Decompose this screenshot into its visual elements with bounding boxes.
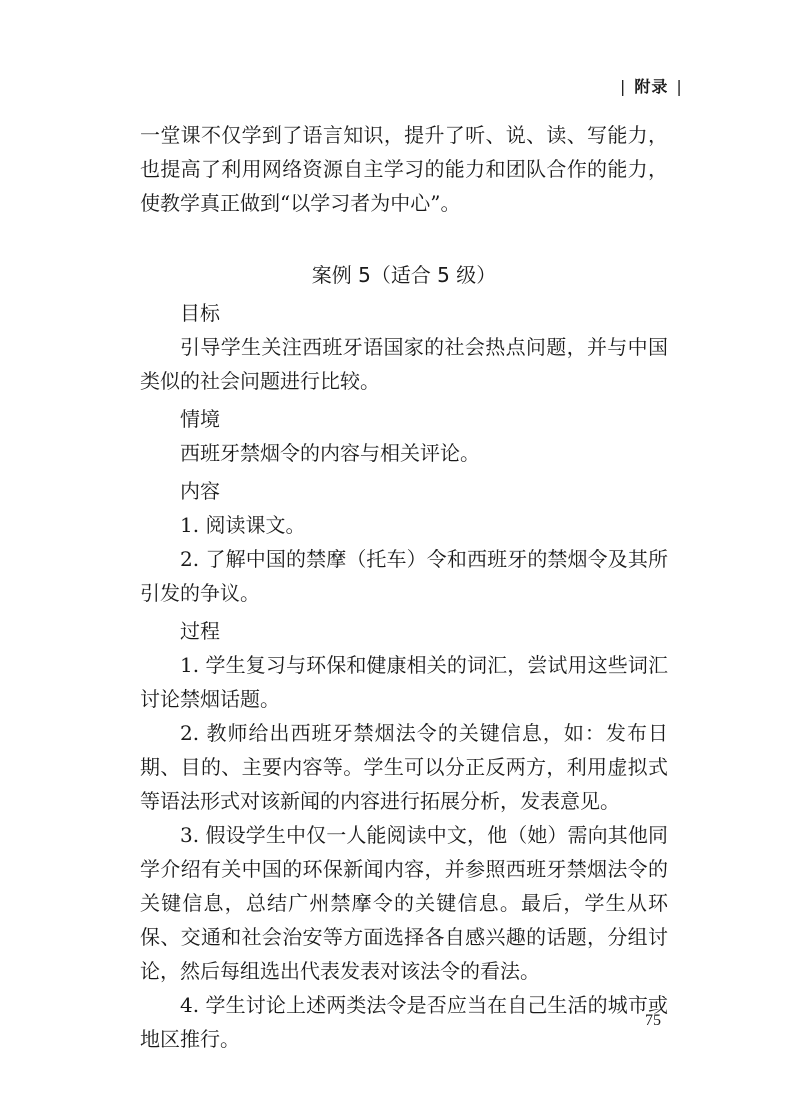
- goal-paragraph: 引导学生关注西班牙语国家的社会热点问题，并与中国类似的社会问题进行比较。: [140, 335, 668, 393]
- section-heading-context: 情境: [180, 407, 220, 431]
- process-item-1: 1. 学生复习与环保和健康相关的词汇，尝试用这些词汇讨论禁烟话题。: [140, 653, 668, 711]
- header-divider-left: |: [620, 77, 627, 96]
- section-heading-process: 过程: [180, 619, 220, 643]
- content-item-1: 1. 阅读课文。: [180, 513, 306, 537]
- section-heading-goal: 目标: [180, 301, 220, 325]
- content-item-2: 2. 了解中国的禁摩（托车）令和西班牙的禁烟令及其所引发的争议。: [140, 547, 668, 605]
- header-label: 附录: [634, 77, 669, 96]
- section-heading-content: 内容: [180, 479, 220, 503]
- header-divider-right: |: [676, 77, 683, 96]
- page-body: [140, 118, 668, 1056]
- case-title: 案例 5（适合 5 级）: [311, 263, 497, 287]
- context-paragraph: 西班牙禁烟令的内容与相关评论。: [180, 441, 480, 465]
- process-item-2: 2. 教师给出西班牙禁烟法令的关键信息，如：发布日期、目的、主要内容等。学生可以分正反两方，利用虚拟式等语法形式对该新闻的内容进行拓展分析，发表意见。: [140, 721, 668, 813]
- running-header: [612, 74, 691, 97]
- page-number: 75: [645, 1012, 661, 1029]
- process-item-4: 4. 学生讨论上述两类法令是否应当在自己生活的城市或地区推行。: [140, 993, 668, 1051]
- intro-paragraph: 一堂课不仅学到了语言知识，提升了听、说、读、写能力，也提高了利用网络资源自主学习的能力和团队合作的能力，使教学真正做到“以学习者为中心”。: [140, 123, 668, 215]
- process-item-3: 3. 假设学生中仅一人能阅读中文，他（她）需向其他同学介绍有关中国的环保新闻内容，并参照西班牙禁烟法令的关键信息，总结广州禁摩令的关键信息。最后，学生从环保、交通和社会治安等方面选择各自感兴趣的话题，分组讨论，然后每组选出代表发表对该法令的看法。: [140, 823, 668, 983]
